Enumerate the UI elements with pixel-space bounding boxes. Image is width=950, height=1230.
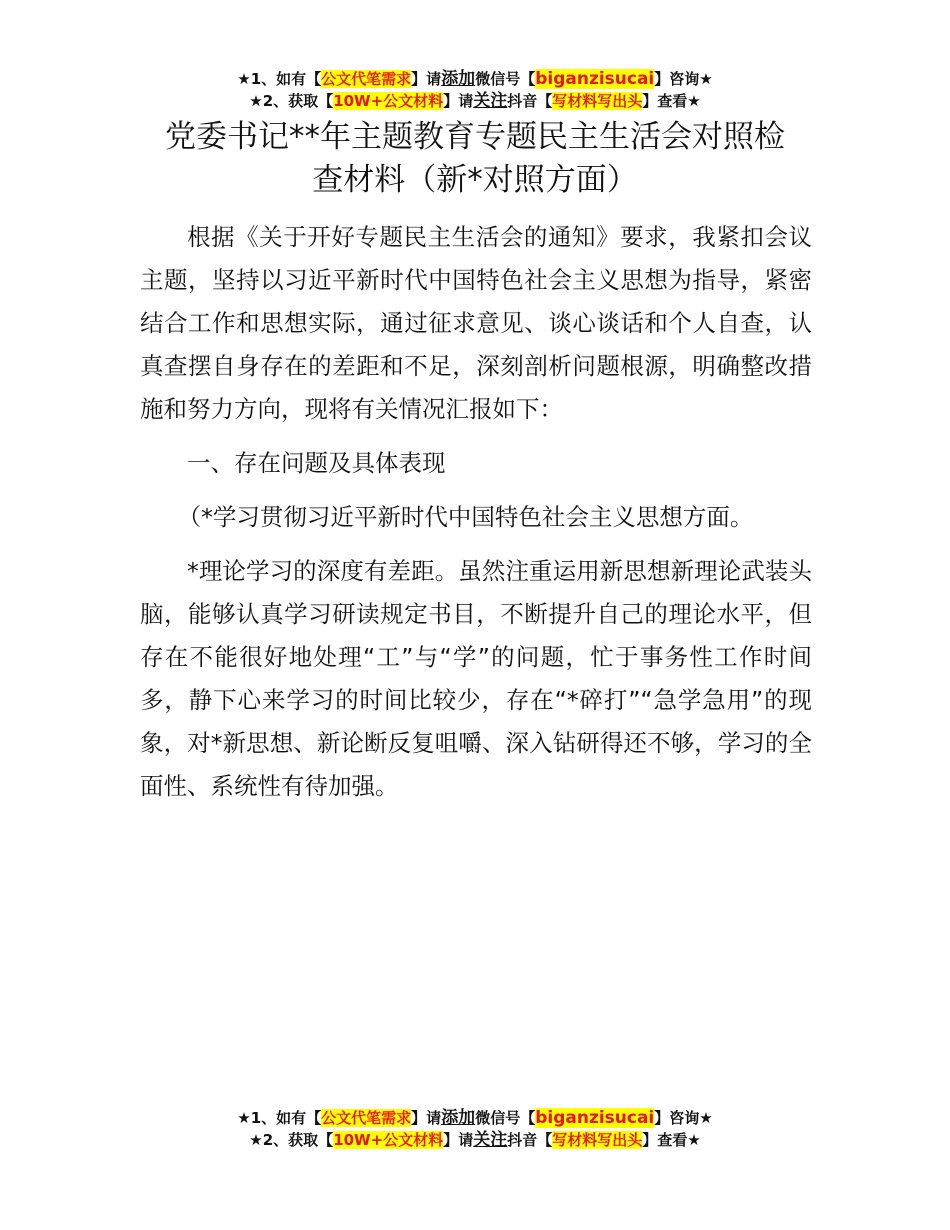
title-line-2: 查材料（新*对照方面） <box>312 162 638 198</box>
header-banner <box>0 68 950 112</box>
banner-highlight: 公文代笔需求 <box>321 70 412 88</box>
banner-highlight: biganzisucai <box>535 69 655 89</box>
banner-text: 抖音【 <box>507 1131 553 1149</box>
banner-highlight: 10W+公文材料 <box>333 1131 444 1149</box>
banner-underlined: 添加 <box>441 1108 476 1128</box>
title-line-1: 党委书记**年主题教育专题民主生活会对照检 <box>165 119 785 155</box>
banner-line-2 <box>0 90 950 112</box>
section-heading: 一、存在问题及具体表现 <box>187 449 446 477</box>
banner-underlined: 关注 <box>473 1130 508 1150</box>
banner-text: 】请 <box>443 92 474 110</box>
banner-highlight: biganzisucai <box>535 1108 655 1128</box>
banner-text: ★2、获取【 <box>249 92 334 110</box>
banner-underlined: 添加 <box>441 69 476 89</box>
banner-underlined: 关注 <box>473 91 508 111</box>
banner-text: ★1、如有【 <box>237 1109 322 1127</box>
banner-text: 】咨询★ <box>654 70 713 88</box>
banner-line-1 <box>0 1107 950 1129</box>
banner-highlight: 10W+公文材料 <box>333 92 444 110</box>
footer-banner <box>0 1107 950 1151</box>
banner-highlight: 写材料写出头 <box>552 1131 643 1149</box>
document-title <box>140 116 810 202</box>
banner-text: 微信号【 <box>475 70 536 88</box>
banner-text: 】咨询★ <box>654 1109 713 1127</box>
subsection-heading: （*学习贯彻习近平新时代中国特色社会主义思想方面。 <box>177 503 754 531</box>
banner-text: ★2、获取【 <box>249 1131 334 1149</box>
banner-text: 抖音【 <box>507 92 553 110</box>
banner-line-2 <box>0 1129 950 1151</box>
banner-text: 】请 <box>411 1109 442 1127</box>
document-body <box>140 216 812 808</box>
banner-highlight: 公文代笔需求 <box>321 1109 412 1127</box>
banner-text: 微信号【 <box>475 1109 536 1127</box>
banner-text: 】请 <box>443 1131 474 1149</box>
banner-text: 】查看★ <box>642 1131 701 1149</box>
banner-highlight: 写材料写出头 <box>552 92 643 110</box>
banner-line-1 <box>0 68 950 90</box>
banner-text: 】查看★ <box>642 92 701 110</box>
paragraph-intro: 根据《关于开好专题民主生活会的通知》要求，我紧扣会议主题，坚持以习近平新时代中国特色社会主义思想为指导，紧密结合工作和思想实际，通过征求意见、谈心谈话和个人自查，认真查摆自身存在的差距和不足，深刻剖析问题根源，明确整改措施和努力方向，现将有关情况汇报如下： <box>140 223 812 423</box>
banner-text: ★1、如有【 <box>237 70 322 88</box>
banner-text: 】请 <box>411 70 442 88</box>
paragraph-theory-study: *理论学习的深度有差距。虽然注重运用新思想新理论武装头脑，能够认真学习研读规定书目，不断提升自己的理论水平，但存在不能很好地处理“工”与“学”的问题，忙于事务性工作时间多，静下心来学习的时间比较少，存在“*碎打”“急学急用”的现象，对*新思想、新论断反复咀嚼、深入钻研得还不够，学习的全面性、系统性有待加强。 <box>140 557 812 800</box>
